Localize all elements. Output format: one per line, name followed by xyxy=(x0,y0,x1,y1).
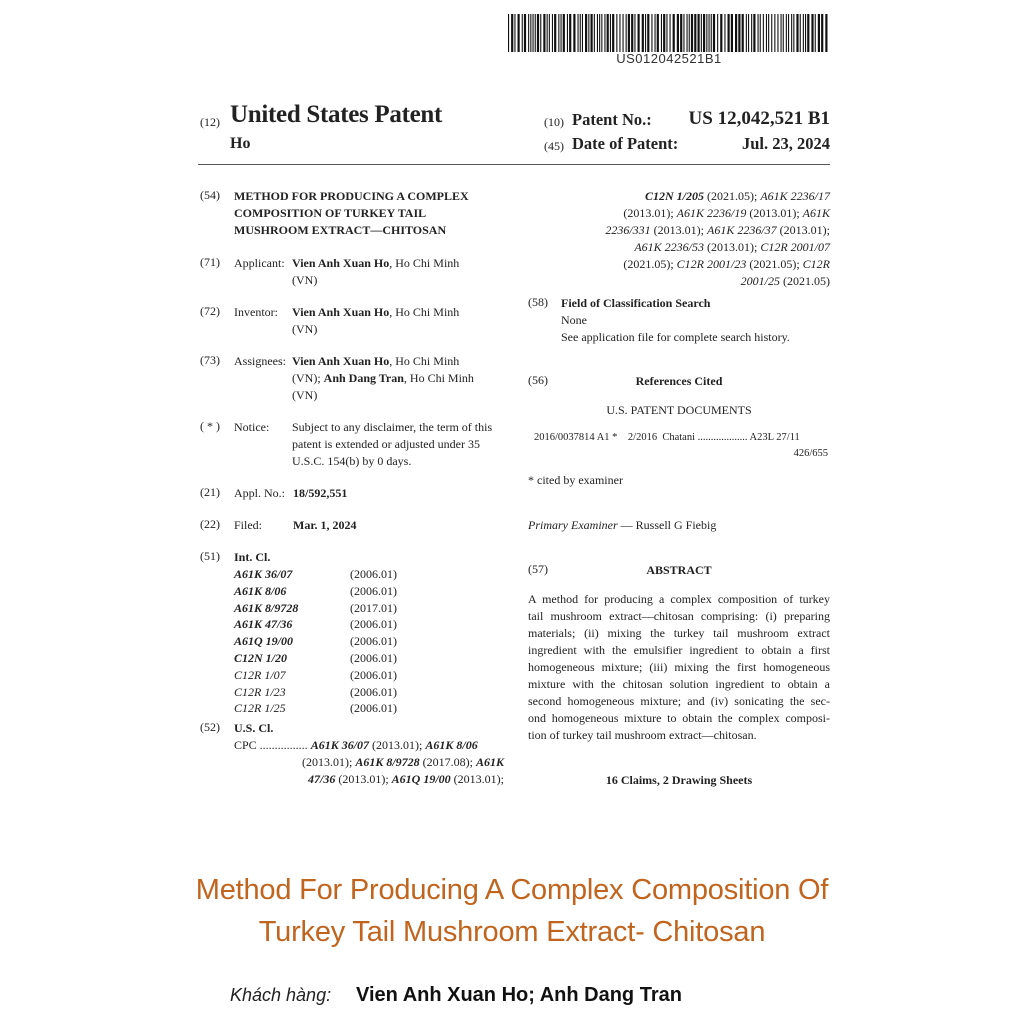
filed-date: Mar. 1, 2024 xyxy=(293,518,357,532)
header-divider xyxy=(198,164,830,165)
barcode-bar xyxy=(612,14,614,52)
barcode-bar xyxy=(703,14,705,52)
barcode-bar xyxy=(511,14,513,52)
barcode-bar xyxy=(694,14,696,52)
caption-title-line-1: Method For Producing A Complex Composition Of xyxy=(195,874,829,906)
int-cl-row xyxy=(234,684,397,701)
barcode-bar xyxy=(651,14,652,52)
barcode-bar xyxy=(825,14,827,52)
barcode-bar xyxy=(811,14,813,52)
notice-label: Notice: xyxy=(234,420,270,434)
abstract-line: A method for producing a complex composition of turkey xyxy=(528,592,830,606)
cpc-year: (2013.01); xyxy=(776,223,830,237)
barcode-bar xyxy=(561,14,562,52)
applicant-location: , Ho Chi Minh xyxy=(389,256,460,270)
barcode-bar xyxy=(751,14,752,52)
filed-label: Filed: xyxy=(234,518,263,532)
barcode-bar xyxy=(791,14,792,52)
int-cl-year: (2006.01) xyxy=(350,583,397,598)
assignee-2-name: Anh Dang Tran xyxy=(323,371,404,385)
int-cl-row xyxy=(234,667,397,684)
abstract-line: homogeneous mixture; (iii) mixing the first homogeneous xyxy=(528,660,830,674)
patent-type-title: United States Patent xyxy=(230,101,443,128)
barcode-bar xyxy=(735,14,737,52)
barcode-bar xyxy=(793,14,794,52)
cpc-code: A61K xyxy=(802,206,830,220)
int-cl-row xyxy=(234,633,397,650)
barcode-bar xyxy=(554,14,556,52)
barcode-bar xyxy=(766,14,767,52)
cpc-year: (2021.05); xyxy=(746,257,803,271)
patent-number: US 12,042,521 B1 xyxy=(688,108,830,129)
applicant-name: Vien Anh Xuan Ho xyxy=(292,256,390,270)
int-cl-code: A61K 8/06 xyxy=(234,583,287,598)
barcode-bar xyxy=(691,14,693,52)
code-45: (45) xyxy=(544,139,564,153)
applicant-label: Applicant: xyxy=(234,256,285,270)
barcode-bar xyxy=(604,14,605,52)
barcode-bar xyxy=(535,14,536,52)
barcode-bar xyxy=(706,14,707,52)
barcode-bar xyxy=(796,14,798,52)
inventor-location: , Ho Chi Minh xyxy=(389,305,460,319)
int-cl-year: (2017.01) xyxy=(350,600,397,615)
barcode-bar xyxy=(763,14,764,52)
barcode-bar xyxy=(647,14,649,52)
barcode-bar xyxy=(522,14,523,52)
barcode-bar xyxy=(591,14,593,52)
appl-no-label: Appl. No.: xyxy=(234,486,285,500)
int-cl-row xyxy=(234,600,397,617)
barcode-bar xyxy=(558,14,559,52)
inventor-country: (VN) xyxy=(292,322,318,336)
barcode-bar xyxy=(594,14,595,52)
title-line: COMPOSITION OF TURKEY TAIL xyxy=(234,206,427,220)
barcode-bar xyxy=(742,14,744,52)
barcode-bar xyxy=(758,14,759,52)
barcode-bar xyxy=(800,14,801,52)
barcode-bar xyxy=(585,14,587,52)
barcode-bar xyxy=(728,14,730,52)
barcode-bar xyxy=(701,14,702,52)
cpc-code: A61K 2236/17 xyxy=(760,189,830,203)
cpc-code: C12R 2001/23 xyxy=(676,257,747,271)
barcode-number: US012042521B1 xyxy=(616,51,722,66)
barcode-bar xyxy=(638,14,640,52)
cpc-year: (2013.01); xyxy=(301,755,356,769)
barcode-bar xyxy=(724,14,725,52)
barcode-image xyxy=(508,14,830,52)
int-cl-year: (2006.01) xyxy=(350,651,397,665)
abstract-line: ond homogeneous mixture to obtain the complex composi- xyxy=(528,711,830,725)
abstract-label: ABSTRACT xyxy=(646,563,712,577)
barcode-bar xyxy=(573,14,575,52)
cpc-code: A61K 8/06 xyxy=(425,738,478,752)
barcode-bar xyxy=(657,14,659,52)
cpc-line-1 xyxy=(234,737,478,754)
field-search-none: None xyxy=(561,313,587,327)
barcode-bar xyxy=(746,14,747,52)
barcode-bar xyxy=(753,14,755,52)
barcode-bar xyxy=(533,14,534,52)
cpc-continued-line xyxy=(528,205,830,222)
client-label: Khách hàng: xyxy=(230,985,332,1005)
int-cl-year: (2006.01) xyxy=(350,684,397,699)
cpc-continued xyxy=(528,188,830,290)
barcode-bar xyxy=(601,14,602,52)
int-cl-year: (2006.01) xyxy=(350,617,397,632)
barcode-bar xyxy=(508,14,509,52)
barcode-bar xyxy=(578,14,579,52)
int-cl-year: (2006.01) xyxy=(350,701,397,716)
int-cl-row xyxy=(234,566,397,583)
abstract-line: materials; (ii) mixing the turkey tail mushroom extract xyxy=(528,626,830,640)
code-22: (22) xyxy=(200,517,220,531)
barcode-bar xyxy=(698,14,700,52)
barcode-bar xyxy=(607,14,609,52)
barcode-bar xyxy=(626,14,627,52)
notice-line: U.S.C. 154(b) by 0 days. xyxy=(292,454,412,468)
patent-date: Jul. 23, 2024 xyxy=(741,134,830,153)
barcode-bar xyxy=(807,14,809,52)
barcode-bar xyxy=(821,14,823,52)
code-52: (52) xyxy=(200,720,220,734)
cpc-line-3 xyxy=(308,771,504,788)
assignee-1-location: , Ho Chi Minh xyxy=(389,354,460,368)
cpc-code: 2001/25 xyxy=(740,274,780,288)
barcode-bar xyxy=(760,14,761,52)
notice-line: Subject to any disclaimer, the term of this xyxy=(292,420,493,434)
abstract-line: ingredient with the emulsifier ingredient to obtain a first xyxy=(528,643,830,657)
barcode-bar xyxy=(634,14,635,52)
barcode-bar xyxy=(628,14,630,52)
code-21: (21) xyxy=(200,485,220,499)
code-54: (54) xyxy=(200,188,220,202)
barcode-bar xyxy=(631,14,633,52)
assignee-1-name: Vien Anh Xuan Ho xyxy=(292,354,390,368)
barcode-bar xyxy=(815,14,816,52)
assignee-1 xyxy=(292,353,459,370)
barcode-bar xyxy=(786,14,787,52)
barcode-bar xyxy=(781,14,782,52)
inventor-name: Vien Anh Xuan Ho xyxy=(292,305,390,319)
int-cl-code: A61K 36/07 xyxy=(234,567,293,581)
cpc-year: (2013.01); xyxy=(623,206,677,220)
cpc-code: 2236/331 xyxy=(605,223,651,237)
int-cl-code: A61K 8/9728 xyxy=(234,600,299,615)
cpc-code: C12N 1/205 xyxy=(644,189,704,203)
barcode-bar xyxy=(818,14,820,52)
examiner-name: — Russell G Fiebig xyxy=(617,518,717,532)
barcode-bar xyxy=(537,14,539,52)
cpc-year: (2021.05); xyxy=(623,257,677,271)
barcode-bar xyxy=(771,14,772,52)
cpc-code: A61K xyxy=(475,755,504,769)
field-search-note: See application file for complete search history. xyxy=(561,330,790,344)
int-cl-year: (2006.01) xyxy=(350,667,397,682)
barcode-bar xyxy=(711,14,712,52)
barcode-bar xyxy=(713,14,715,52)
client-names: Vien Anh Xuan Ho; Anh Dang Tran xyxy=(356,984,682,1006)
cpc-continued-line xyxy=(528,222,830,239)
cpc-code: C12R xyxy=(802,257,830,271)
cpc-continued-line xyxy=(528,239,830,256)
int-cl-year: (2006.01) xyxy=(350,567,397,581)
int-cl-row xyxy=(234,616,397,633)
barcode-bar xyxy=(530,14,531,52)
cpc-year: (2013.01); xyxy=(704,240,761,254)
barcode-bar xyxy=(645,14,646,52)
barcode-bar xyxy=(655,14,656,52)
barcode-bar xyxy=(549,14,550,52)
reference-row-class: 426/655 xyxy=(793,448,828,459)
inventor-short-name: Ho xyxy=(230,135,251,152)
cpc-continued-line xyxy=(528,256,830,273)
barcode-bar xyxy=(599,14,600,52)
cpc-continued-line xyxy=(528,188,830,205)
int-cl-code: C12R 1/25 xyxy=(234,701,286,716)
references-label: References Cited xyxy=(635,374,723,388)
barcode-bar xyxy=(683,14,684,52)
barcode-bar xyxy=(547,14,548,52)
primary-examiner xyxy=(528,517,716,534)
cpc-code: A61K 2236/53 xyxy=(634,240,704,254)
int-cl-row xyxy=(234,700,397,717)
assignee-1-country: (VN); xyxy=(292,371,324,385)
cpc-continued-line xyxy=(528,273,830,290)
int-cl-code: C12N 1/20 xyxy=(234,651,288,665)
barcode-bar xyxy=(540,14,541,52)
caption-title-line-2: Turkey Tail Mushroom Extract- Chitosan xyxy=(258,916,766,948)
inventor-label: Inventor: xyxy=(234,305,278,319)
code-10: (10) xyxy=(544,115,564,129)
cpc-year: (2013.01); xyxy=(746,206,803,220)
barcode-bar xyxy=(709,14,710,52)
barcode-bar xyxy=(543,14,545,52)
applicant-country: (VN) xyxy=(292,273,318,287)
code-58: (58) xyxy=(528,295,548,309)
cpc-year: (2013.01); xyxy=(450,772,504,786)
code-72: (72) xyxy=(200,304,220,318)
date-label: Date of Patent: xyxy=(572,134,679,153)
code-71: (71) xyxy=(200,255,220,269)
title-line: METHOD FOR PRODUCING A COMPLEX xyxy=(234,189,469,203)
barcode-bar xyxy=(580,14,581,52)
appl-no: 18/592,551 xyxy=(293,486,348,500)
int-cl-row xyxy=(234,650,397,667)
barcode-bar xyxy=(731,14,733,52)
barcode-bar xyxy=(582,14,583,52)
barcode-bar xyxy=(670,14,671,52)
barcode-bar xyxy=(738,14,740,52)
barcode-bar xyxy=(569,14,571,52)
int-cl-year: (2006.01) xyxy=(350,634,397,649)
applicant xyxy=(292,255,459,272)
barcode-bar xyxy=(687,14,688,52)
barcode-bar xyxy=(720,14,722,52)
abstract-line: tion of turkey tail mushroom extract—chitosan. xyxy=(528,728,757,742)
int-cl-code: A61Q 19/00 xyxy=(234,634,294,649)
claims-summary: 16 Claims, 2 Drawing Sheets xyxy=(605,773,753,787)
barcode-bar xyxy=(768,14,769,52)
code-56: (56) xyxy=(528,373,548,387)
barcode-bar xyxy=(567,14,568,52)
abstract-line: second homogeneous mixture; and (iv) sonicating the sec- xyxy=(528,694,830,708)
inventor xyxy=(292,304,459,321)
assignee-2-location: , Ho Chi Minh xyxy=(403,371,474,385)
barcode-bar xyxy=(805,14,806,52)
code-notice: ( * ) xyxy=(200,419,220,433)
cpc-year: (2013.01); xyxy=(650,223,707,237)
cpc-label: CPC ................ xyxy=(234,738,308,752)
barcode-bar xyxy=(518,14,520,52)
us-patent-docs-label: U.S. PATENT DOCUMENTS xyxy=(606,403,752,417)
barcode-bar xyxy=(528,14,529,52)
int-cl-code: A61K 47/36 xyxy=(234,617,293,632)
int-cl-label: Int. Cl. xyxy=(234,550,271,564)
barcode-bar xyxy=(619,14,620,52)
int-cl-code: C12R 1/07 xyxy=(234,667,286,682)
code-73: (73) xyxy=(200,353,220,367)
int-cl-row xyxy=(234,583,397,600)
cpc-code: 47/36 xyxy=(307,772,336,786)
code-57: (57) xyxy=(528,562,548,576)
cpc-code: A61K 8/9728 xyxy=(355,755,420,769)
barcode-bar xyxy=(774,14,775,52)
examiner-label: Primary Examiner xyxy=(528,518,618,532)
barcode-bar xyxy=(663,14,665,52)
barcode-bar xyxy=(783,14,784,52)
assignee-2-country: (VN) xyxy=(292,388,318,402)
cpc-code: C12R 2001/07 xyxy=(760,240,830,254)
patent-no-label: Patent No.: xyxy=(572,110,652,129)
cpc-code: A61K 2236/19 xyxy=(676,206,747,220)
barcode-bar xyxy=(666,14,667,52)
barcode-bar xyxy=(788,14,789,52)
barcode-bar xyxy=(524,14,526,52)
barcode-bar xyxy=(661,14,662,52)
field-search-label: Field of Classification Search xyxy=(561,296,711,310)
cpc-year: (2013.01); xyxy=(335,772,392,786)
assignees-label: Assignees: xyxy=(234,354,286,368)
notice-line: patent is extended or adjusted under 35 xyxy=(292,437,480,451)
cpc-year: (2013.01); xyxy=(369,738,426,752)
code-12: (12) xyxy=(200,115,220,129)
barcode-bar xyxy=(680,14,682,52)
cpc-year: (2021.05); xyxy=(704,189,761,203)
us-cl-label: U.S. Cl. xyxy=(234,721,274,735)
barcode-bar xyxy=(597,14,598,52)
barcode-bar xyxy=(623,14,624,52)
cpc-line-2 xyxy=(302,754,504,771)
barcode-bar xyxy=(514,14,515,52)
code-51: (51) xyxy=(200,549,220,563)
barcode-bar xyxy=(748,14,749,52)
barcode-bar xyxy=(777,14,778,52)
barcode-bar xyxy=(673,14,675,52)
abstract-text xyxy=(528,591,830,744)
barcode-bar xyxy=(803,14,804,52)
cited-by-examiner: * cited by examiner xyxy=(528,473,623,487)
barcode-bar xyxy=(552,14,553,52)
barcode-bar xyxy=(642,14,644,52)
barcode-bar xyxy=(563,14,565,52)
barcode-bar xyxy=(689,14,690,52)
invention-title xyxy=(234,188,469,239)
abstract-line: mixture with the chitosan solution ingredient to obtain a xyxy=(528,677,830,691)
int-cl-code: C12R 1/23 xyxy=(234,684,286,699)
abstract-line: tail mushroom extract—chitosan comprising: (i) preparing xyxy=(528,609,830,623)
cpc-code: A61K 36/07 xyxy=(310,738,370,752)
reference-row: 2016/0037814 A1 * 2/2016 Chatani ................... A23L 27/11 xyxy=(534,432,800,443)
notice-text xyxy=(292,419,504,470)
cpc-year: (2017.08); xyxy=(419,755,476,769)
assignee-2 xyxy=(292,370,474,387)
barcode-bar xyxy=(717,14,718,52)
barcode-bar xyxy=(677,14,679,52)
barcode-bar xyxy=(610,14,611,52)
title-line: MUSHROOM EXTRACT—CHITOSAN xyxy=(234,223,447,237)
cpc-code: A61Q 19/00 xyxy=(391,772,451,786)
barcode-bar xyxy=(616,14,617,52)
cpc-code: A61K 2236/37 xyxy=(707,223,777,237)
cpc-year: (2021.05) xyxy=(780,274,830,288)
barcode-bar xyxy=(588,14,589,52)
